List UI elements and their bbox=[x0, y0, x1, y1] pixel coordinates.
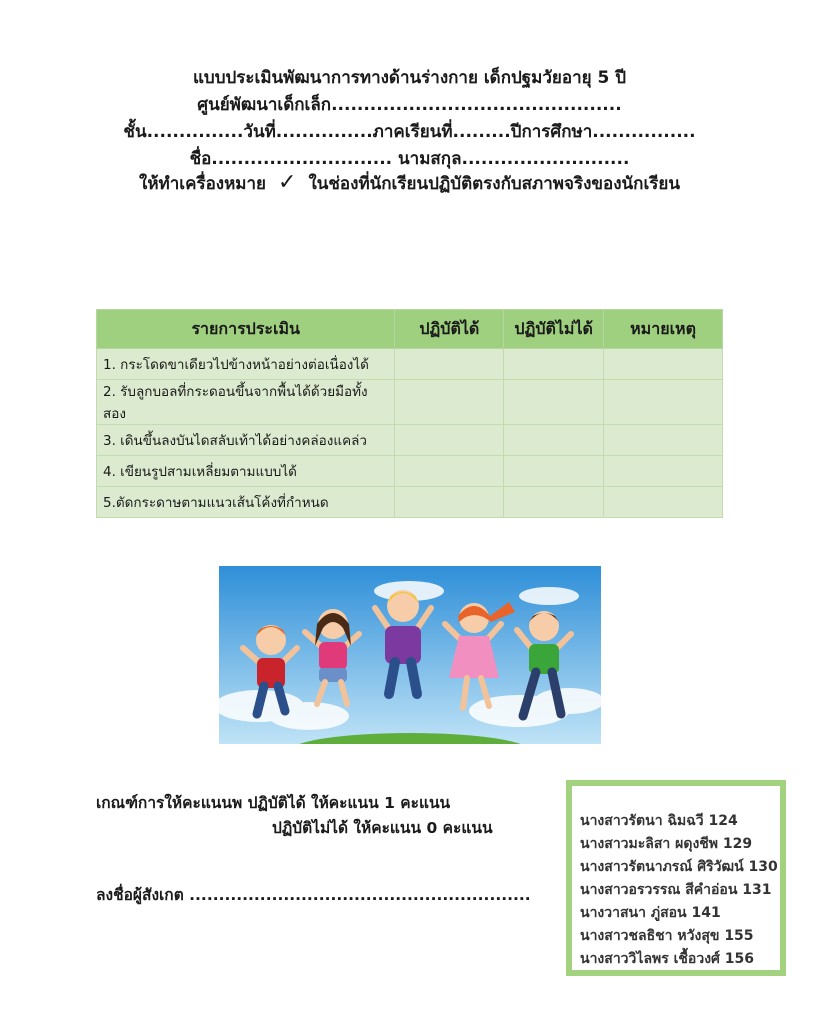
cannot-do-cell[interactable] bbox=[504, 349, 604, 380]
author-name: นางสาวมะลิสา ผดุงชีพ 129 bbox=[580, 836, 753, 852]
row-item-label: 3. เดินขึ้นลงบันไดสลับเท้าได้อย่างคล่องแคล่ว bbox=[97, 425, 395, 456]
authors-box bbox=[566, 780, 786, 976]
header-cannot-do: ปฏิบัติไม่ได้ bbox=[504, 310, 604, 349]
header-assessment-item: รายการประเมิน bbox=[97, 310, 395, 349]
row-item-label: 4. เขียนรูปสามเหลี่ยมตามแบบได้ bbox=[97, 456, 395, 487]
kids-scene-svg bbox=[219, 566, 601, 744]
class-date-line: ชั้น...............วันที่...............ภาคเรียนที่.........ปีการศึกษา................ bbox=[123, 122, 696, 142]
row-item-label: 2. รับลูกบอลที่กระดอนขึ้นจากพื้นได้ด้วยมือทั้งสอง bbox=[97, 380, 395, 425]
table-row bbox=[97, 380, 723, 425]
student-name-line: ชื่อ............................ นามสกุล.......................... bbox=[189, 149, 630, 169]
author-name: นางสาวชลธิชา หวังสุข 155 bbox=[580, 928, 754, 944]
can-do-cell[interactable] bbox=[395, 349, 504, 380]
cannot-do-cell[interactable] bbox=[504, 380, 604, 425]
table-header-row bbox=[97, 310, 723, 349]
can-do-cell[interactable] bbox=[395, 425, 504, 456]
table-row bbox=[97, 425, 723, 456]
cannot-do-cell[interactable] bbox=[504, 456, 604, 487]
cannot-do-cell[interactable] bbox=[504, 487, 604, 518]
table-row bbox=[97, 349, 723, 380]
author-name: นางสาวรัตนาภรณ์ ศิริวัฒน์ 130 bbox=[580, 859, 778, 875]
row-item-label: 5.ตัดกระดาษตามแนวเส้นโค้งที่กำหนด bbox=[97, 487, 395, 518]
row-item-label: 1. กระโดดขาเดียวไปข้างหน้าอย่างต่อเนื่องได้ bbox=[97, 349, 395, 380]
form-title: แบบประเมินพัฒนาการทางด้านร่างกาย เด็กปฐมวัยอายุ 5 ปี bbox=[192, 68, 627, 88]
instruction-text-before: ให้ทำเครื่องหมาย bbox=[139, 174, 267, 194]
table-row bbox=[97, 456, 723, 487]
scoring-criteria-line1: เกณฑ์การให้คะแนนพ ปฏิบัติได้ ให้คะแนน 1 คะแนน bbox=[96, 794, 451, 812]
table-row bbox=[97, 487, 723, 518]
can-do-cell[interactable] bbox=[395, 456, 504, 487]
observer-signature-line: ลงชื่อผู้สังเกต .......................................................... bbox=[96, 886, 531, 904]
remarks-cell[interactable] bbox=[604, 349, 723, 380]
header-can-do: ปฏิบัติได้ bbox=[395, 310, 504, 349]
remarks-cell[interactable] bbox=[604, 380, 723, 425]
instruction-line bbox=[0, 170, 819, 197]
remarks-cell[interactable] bbox=[604, 487, 723, 518]
instruction-text-after: ในช่องที่นักเรียนปฏิบัติตรงกับสภาพจริงของนักเรียน bbox=[308, 174, 680, 194]
can-do-cell[interactable] bbox=[395, 380, 504, 425]
author-name: นางสาวรัตนา ฉิมฉวี 124 bbox=[580, 813, 738, 829]
author-name: นางสาวอรวรรณ สีคำอ่อน 131 bbox=[580, 882, 772, 898]
remarks-cell[interactable] bbox=[604, 456, 723, 487]
header-remarks: หมายเหตุ bbox=[604, 310, 723, 349]
author-name: นางวาสนา ภู่สอน 141 bbox=[580, 905, 721, 921]
assessment-table bbox=[96, 309, 723, 518]
scoring-criteria-line2: ปฏิบัติไม่ได้ ให้คะแนน 0 คะแนน bbox=[272, 819, 493, 837]
can-do-cell[interactable] bbox=[395, 487, 504, 518]
cannot-do-cell[interactable] bbox=[504, 425, 604, 456]
check-mark-icon: ✓ bbox=[278, 170, 297, 195]
center-line: ศูนย์พัฒนาเด็กเล็ก............................................. bbox=[197, 95, 622, 115]
jumping-kids-illustration bbox=[219, 566, 601, 744]
remarks-cell[interactable] bbox=[604, 425, 723, 456]
author-name: นางสาววิไลพร เชื้อวงศ์ 156 bbox=[580, 951, 755, 967]
